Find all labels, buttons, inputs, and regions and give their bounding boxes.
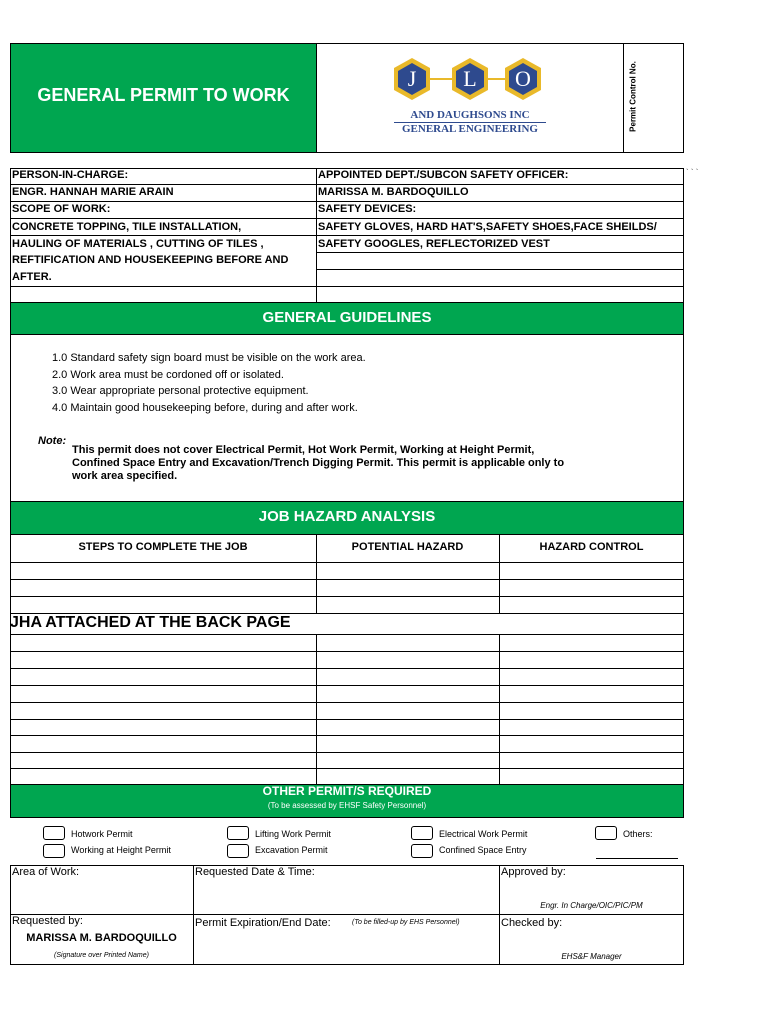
expiration-note: (To be filled-up by EHS Personnel) [352,919,460,926]
checked-by-role: EHS&F Manager [561,952,622,961]
guideline-item: 1.0 Standard safety sign board must be visible on the work area. [52,352,366,364]
jha-column-header: STEPS TO COMPLETE THE JOB [78,541,248,553]
signature-grid [10,865,684,965]
requested-by-name: MARISSA M. BARDOQUILLO [26,932,177,944]
area-of-work-label: Area of Work: [12,866,80,878]
guideline-item: 2.0 Work area must be cordoned off or isolated. [52,369,284,381]
safety-officer-value: MARISSA M. BARDOQUILLO [318,186,469,198]
note-line: work area specified. [72,470,178,482]
scope-line: CONCRETE TOPPING, TILE INSTALLATION, [12,221,242,233]
others-checkbox[interactable] [595,826,617,840]
jha-attached-note: JHA ATTACHED AT THE BACK PAGE [10,614,291,631]
confined-space-entry-checkbox[interactable] [411,844,433,858]
others-input-line[interactable] [596,858,678,859]
note-label: Note: [38,435,67,447]
confined-space-entry-label: Confined Space Entry [439,845,527,855]
electrical-work-permit-checkbox[interactable] [411,826,433,840]
logo-letter-j: J [407,66,417,91]
other-permits-heading: OTHER PERMIT/S REQUIRED [262,784,432,798]
excavation-permit-checkbox[interactable] [227,844,249,858]
scope-of-work-label: SCOPE OF WORK: [12,203,111,215]
logo-company-name: AND DAUGHSONS INC [410,109,530,121]
approved-by-role: Engr. In Charge/OIC/PIC/PM [540,901,643,910]
approved-by-label: Approved by: [501,866,566,878]
working-at-height-permit-label: Working at Height Permit [71,845,171,855]
safety-devices-label: SAFETY DEVICES: [318,203,417,215]
guideline-item: 3.0 Wear appropriate personal protective equipment. [52,385,309,397]
hotwork-permit-label: Hotwork Permit [71,829,133,839]
excavation-permit-label: Excavation Permit [255,845,328,855]
working-at-height-permit-checkbox[interactable] [43,844,65,858]
hotwork-permit-checkbox[interactable] [43,826,65,840]
note-line: This permit does not cover Electrical Permit, Hot Work Permit, Working at Height Permit, [72,444,535,456]
permit-control-label: Permit Control No. [628,61,638,132]
page-title: GENERAL PERMIT TO WORK [37,85,290,105]
safety-devices-line: SAFETY GLOVES, HARD HAT'S,SAFETY SHOES,FACE SHEILDS/ [318,221,657,233]
jha-table [10,534,684,785]
scope-line: REFTIFICATION AND HOUSEKEEPING BEFORE AND [12,254,289,266]
requested-by-label: Requested by: [12,915,83,927]
person-in-charge-label: PERSON-IN-CHARGE: [12,169,129,181]
other-permits-subheading: (To be assessed by EHSF Safety Personnel) [267,801,427,810]
person-in-charge-value: ENGR. HANNAH MARIE ARAIN [12,186,174,198]
lifting-work-permit-label: Lifting Work Permit [255,829,331,839]
safety-officer-label: APPOINTED DEPT./SUBCON SAFETY OFFICER: [318,169,569,181]
electrical-work-permit-label: Electrical Work Permit [439,829,528,839]
jha-column-header: POTENTIAL HAZARD [351,541,464,553]
jha-heading: JOB HAZARD ANALYSIS [258,508,436,525]
jha-column-header: HAZARD CONTROL [539,541,644,553]
scope-line: AFTER. [12,271,52,283]
logo-letter-l: L [463,66,477,91]
signature-note: (Signature over Printed Name) [54,952,149,959]
logo-letter-o: O [515,66,531,91]
corner-mark: ` ` ` [686,168,699,177]
logo-company-tagline: GENERAL ENGINEERING [401,123,538,135]
note-line: Confined Space Entry and Excavation/Trench Digging Permit. This permit is applicable only to [72,457,565,469]
lifting-work-permit-checkbox[interactable] [227,826,249,840]
scope-line: HAULING OF MATERIALS , CUTTING OF TILES , [12,238,264,250]
safety-devices-line: SAFETY GOOGLES, REFLECTORIZED VEST [318,238,550,250]
checked-by-label: Checked by: [501,917,563,929]
requested-date-label: Requested Date & Time: [195,866,315,878]
guideline-item: 4.0 Maintain good housekeeping before, during and after work. [52,402,358,414]
others-label: Others: [623,829,653,839]
expiration-label: Permit Expiration/End Date: [195,917,331,929]
guidelines-heading: GENERAL GUIDELINES [262,309,432,326]
